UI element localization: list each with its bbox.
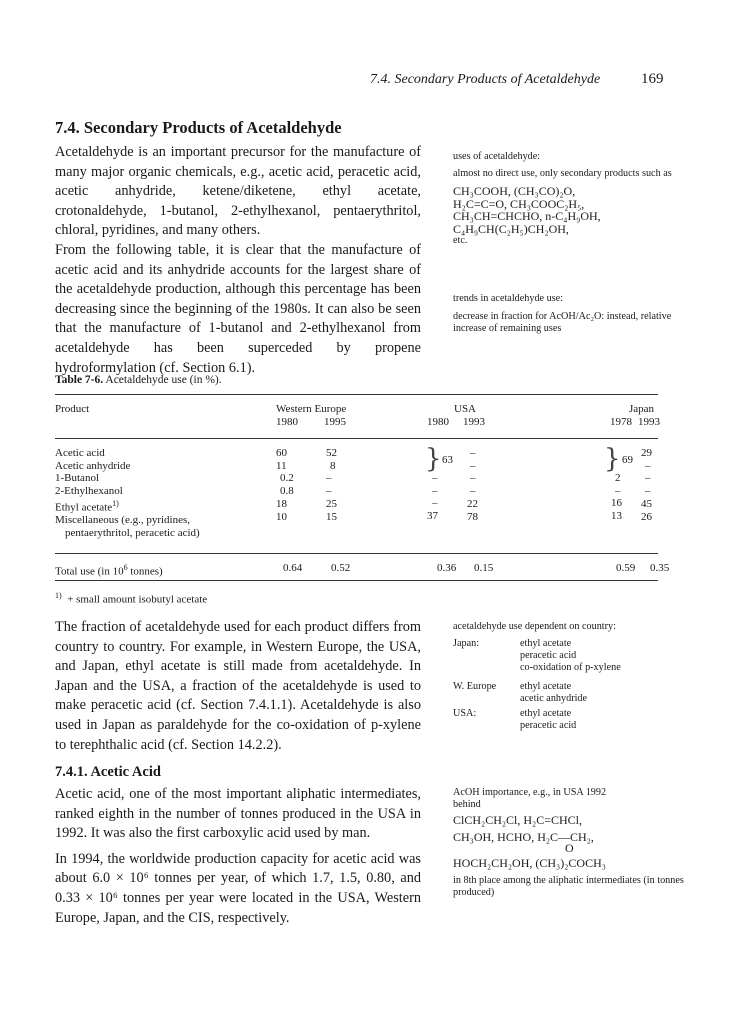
table-cell: – [645,472,651,485]
table-cell: – [470,447,476,459]
col-region: Japan [629,403,655,415]
sidenote-text: decrease in fraction for AcOH/Ac₂O: instead, relative increase of remaining uses [453,311,672,334]
paragraph: The fraction of acetaldehyde used for each product differs from country to country. For example, in Western Europe, the USA, and Japan, ethyl acetate is still made from acetaldehyde. In Japan and the USA, a fraction of the acetaldehyde is used to make peracetic acid (cf. Section 7.4.1.1). Acetaldehyde is also used in Japan as paraldehyde for the co-oxidation of p-xylene to terephthalic acid (cf. Section 14.2.2). [55,619,421,753]
table-cell: 60 [276,447,287,459]
table-cell: 25 [326,497,337,510]
table-cell: Miscellaneous (e.g., pyridines, [55,514,191,527]
chem-line: O [565,841,574,855]
sidenote-title: acetaldehyde use dependent on country: [453,621,616,632]
table-cell: 18 [276,497,287,510]
country-name: W. Europe [453,681,497,692]
table-rule-top [55,394,658,395]
total-cell: 0.36 [437,562,457,574]
table-rule-bottom [55,580,658,581]
running-title: 7.4. Secondary Products of Acetaldehyde [370,72,601,87]
brace-usa: } [425,444,442,474]
us80-column [427,472,438,523]
brace-japan: } [604,444,621,474]
table-cell: – [432,472,438,484]
col-year: 1980 [276,416,298,428]
table-cell: – [470,459,476,472]
table-rule-body [55,553,658,554]
table-cell: 8 [330,459,336,472]
col-year: 1980 [427,416,449,428]
table-cell: – [470,485,476,498]
country-use: acetic anhydride [520,693,588,704]
total-cell: 0.59 [616,562,636,574]
total-cell: 0.35 [650,562,670,574]
table-cell: 16 [611,497,622,510]
chem-line: CH₃COOH, (CH₃CO)₂O, [453,184,576,198]
sidenote-country [453,621,689,732]
footnote-ref: 1) [112,498,119,508]
col-region: Western Europe [276,403,347,415]
acetic-acid-text [55,785,421,928]
subsection-heading: 7.4.1. Acetic Acid [55,764,161,780]
col-year: 1995 [324,416,346,428]
table-cell: – [470,472,476,485]
chem-line: H₂C=C=O, CH₃COOC₂H₅, [453,196,585,211]
table-cell-text: Ethyl acetate [55,501,113,514]
paragraph: Acetic acid, one of the most important aliphatic intermediates, ranked eighth in the number of tonnes produced in the USA in 1992. It was also the first carboxylic acid used by man. [55,786,421,842]
table-cell: 37 [427,510,438,523]
combined-value-japan: 69 [622,454,633,466]
table-cell: Acetic anhydride [55,459,131,472]
table-rule-header [55,438,658,439]
table-cell: – [615,484,621,497]
table-cell: 13 [611,510,622,523]
table-cell: 11 [276,459,287,472]
table-cell: – [326,472,332,485]
total-unit: tonnes) [127,565,163,578]
table-caption [55,374,222,386]
table-label: Table 7-6. [55,374,104,386]
jp78-column [611,472,622,523]
chem-line: CH₃OH, HCHO, H₂C—CH₂, [453,829,594,844]
col-year: 1978 [610,416,632,428]
sidenote-title: trends in acetaldehyde use: [453,293,564,304]
table-cell: 26 [641,510,652,523]
table-cell: 0.8 [280,485,294,498]
country-use: ethyl acetate [520,681,572,692]
paragraph: Acetaldehyde is an important precursor for the manufacture of many major organic chemicals, e.g., acetic acid, peracetic acid, acetic anhydride, ketene/diketene, ethyl acetate, crotonaldehyde, 1-butanol, 2-ethylhexanol, pentaerythritol, chloral, pyridines, and many others. [55,144,421,239]
table-cell: 1-Butanol [55,472,99,485]
us93-column [467,447,478,523]
table-cell: 15 [326,510,337,523]
table-cell: – [645,485,651,498]
country-entry [453,681,689,705]
jp93-column [641,447,652,523]
chem-line: etc. [453,235,468,246]
table-cell [55,498,200,514]
table-cell: pentaerythritol, peracetic acid) [65,526,200,539]
country-use: ethyl acetate [520,708,572,719]
table-cell: 22 [467,497,478,510]
product-column [55,447,200,540]
table-cell: – [432,484,438,497]
sidenote-acoh [453,787,689,899]
country-entry [453,638,689,674]
col-year: 1993 [463,416,485,428]
sidenote-uses [453,151,689,247]
chem-line: CH₃CH=CHCHO, n-C₄H₉OH, [453,209,601,223]
sidenote-title: uses of acetaldehyde: [453,151,541,162]
table-cell: 78 [467,510,478,523]
table-cell: 2 [615,472,621,484]
country-use: co-oxidation of p-xylene [520,662,621,673]
col-product: Product [55,403,90,415]
table-cell: – [326,485,332,498]
total-cell: 0.52 [331,562,351,574]
footnote-text: + small amount isobutyl acetate [67,593,208,606]
total-exponent: 6 [123,563,128,572]
table-cell: 29 [641,447,652,459]
table-cell: 2-Ethylhexanol [55,485,123,498]
chem-line: C₄H₉CH(C₂H₅)CH₂OH, [453,221,569,236]
table-footnote [55,591,207,606]
chem-line: ClCH₂CH₂Cl, H₂C=CHCl, [453,813,583,827]
country-entry [453,708,689,732]
paragraph: In 1994, the worldwide production capacity for acetic acid was about 6.0 × 10⁶ tonnes per year, of which 1.7, 1.5, 0.80, and 0.33 × 10⁶ tonnes per year were located in the USA, Western Europe, Japan, and the CIS, respectively. [55,850,421,926]
we80-column [276,447,300,523]
col-year: 1993 [638,416,660,428]
footnote-mark: 1) [55,591,62,600]
combined-value-usa: 63 [442,454,453,466]
table-cell: 10 [276,510,287,523]
total-cell: 0.15 [474,562,494,574]
sidenote-trends [453,293,689,335]
section-heading: 7.4. Secondary Products of Acetaldehyde [55,118,342,137]
country-name: USA: [453,708,477,719]
paragraph: From the following table, it is clear that the manufacture of acetic acid and its anhydride accounts for the largest share of the acetaldehyde production, although this percentage has been decreasing since the beginning of the 1980s. It can also be seen that the manufacture of 1-butanol and 2-ethylhexanol from acetaldehyde has been superceded by propene hydroformylation (cf. Section 6.1). [55,241,421,376]
table-caption-text: Acetaldehyde use (in %). [105,374,222,386]
we95-column [326,447,337,523]
table-cell: Acetic acid [55,447,105,459]
page-number: 169 [641,71,664,87]
country-use: peracetic acid [520,650,577,661]
table-cell: 0.2 [280,472,294,485]
country-use: peracetic acid [520,720,577,731]
sidenote-text: in 8th place among the aliphatic intermediates (in tonnes produced) [453,874,684,898]
country-text [55,618,421,755]
table-cell: – [645,459,651,472]
sidenote-text: almost no direct use, only secondary products such as [453,168,672,179]
total-label [55,562,163,578]
table-cell: – [432,497,438,510]
chem-line: HOCH₂CH₂OH, (CH₃)₂COCH₃ [453,856,606,870]
country-name: Japan: [453,638,480,649]
table-cell: 45 [641,497,652,510]
intro-text [55,143,421,378]
sidenote-title: AcOH importance, e.g., in USA 1992 behind [453,787,607,810]
table-cell: 52 [326,447,337,459]
country-use: ethyl acetate [520,638,572,649]
total-cell: 0.64 [283,562,303,574]
total-label-text: Total use (in 10 [55,565,124,578]
col-region: USA [454,403,477,415]
